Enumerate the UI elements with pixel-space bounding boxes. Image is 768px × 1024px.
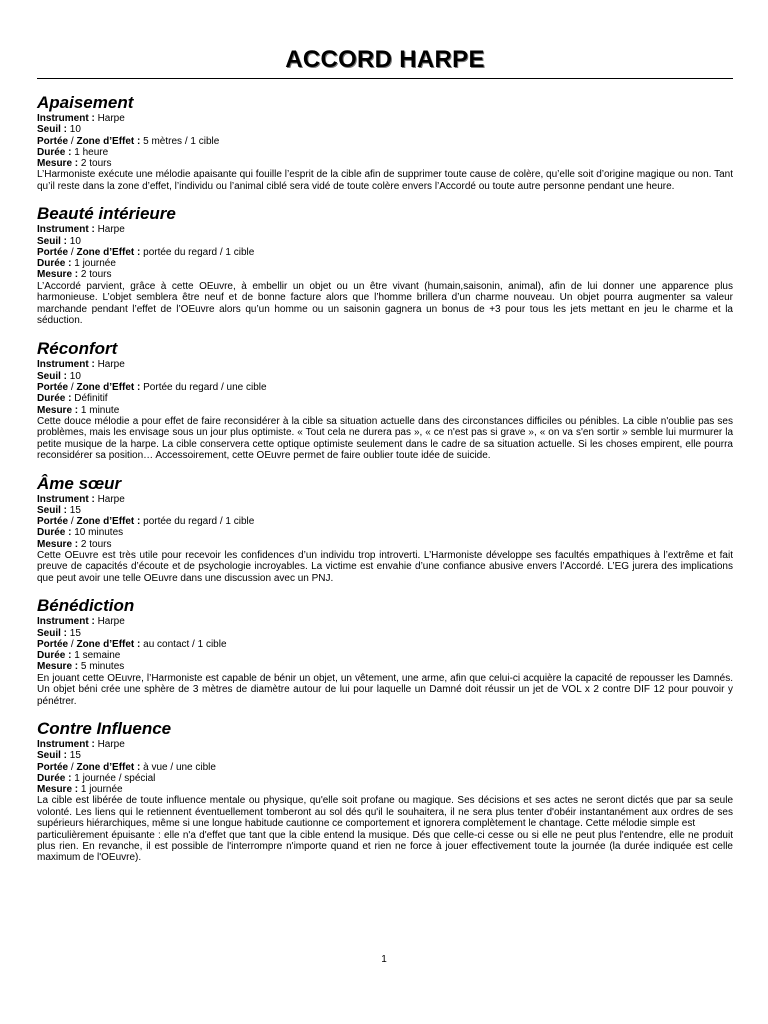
mesure-label: Mesure : [37,538,79,550]
seuil-label: Seuil : [37,627,68,639]
meta-line [37,750,733,761]
body-paragraph: L’Harmoniste exécute une mélodie apaisante qui fouille l’esprit de la cible afin de supprimer toute cause de colère, qu’elle soit d’origine magique ou non. Tant qu’il reste dans la zone d’effet, l’individu ou l’animal ciblé sera vidé de toute colère envers l’Accordé ou toute autre personne pendant une heure. [37,169,733,192]
meta-line [37,269,733,280]
meta-line [37,650,733,661]
body-paragraph: Cette douce mélodie a pour effet de faire reconsidérer à la cible sa situation actuelle dans des circonstances difficiles ou pénibles. La cible n'oublie pas ses problèmes, mais les envisage sous un jour plus optimiste. « Tout cela ne durera pas », « ce n'est pas si grave », « on va s'en sortir » semble lui murmurer la petite musique de la harpe. La cible conservera cette optique optimiste seulement dans le cadre de sa situation actuelle. Si les choses empirent, elle pourra reconsidérer sa position… Accessoirement, cette OEuvre permet de faire oublier toute idée de suicide. [37,415,733,462]
meta-line [37,616,733,627]
section-title: Réconfort [37,339,118,359]
meta-line [37,258,733,269]
meta-line [37,527,733,538]
zone-label: Zone d’Effet : [76,135,141,147]
portee-value: Portée du regard / une cible [143,382,267,393]
seuil-label: Seuil : [37,235,68,247]
mesure-value: 2 tours [80,158,112,170]
section-body [37,550,733,584]
portee-value: portée du regard / 1 cible [143,516,255,528]
duree-value: 1 journée / spécial [74,772,156,784]
section [37,719,733,864]
instrument-value: Harpe [97,738,125,750]
meta-line [37,539,733,550]
seuil-value: 15 [69,504,81,516]
mesure-label: Mesure : [37,404,79,416]
page-number: 1 [381,954,387,965]
section-meta [37,616,733,672]
instrument-label: Instrument : [37,616,95,628]
section-meta [37,113,733,169]
mesure-value: 2 tours [80,269,112,281]
portee-label: Portée [37,382,69,393]
instrument-value: Harpe [97,493,125,505]
instrument-label: Instrument : [37,224,95,236]
portee-sep: / [68,516,77,528]
section [37,93,733,192]
section-body [37,795,733,863]
portee-value: au contact / 1 cible [143,638,227,650]
mesure-value: 2 tours [80,538,112,550]
meta-line [37,371,733,382]
portee-label: Portée [37,135,69,147]
body-paragraph: particulièrement épuisante : elle n'a d'effet que tant que la cible entend la musique. Dés que celle-ci cesse ou si elle ne peut plus l'entendre, elle ne produit plus rien. En revanche, il est possible de l'interrompre n'importe quand et rien ne force à jouer effectivement toute la journée (la durée indiquée est celle maximum de l'OEuvre). [37,829,733,864]
meta-line [37,393,733,404]
instrument-label: Instrument : [37,738,95,750]
instrument-value: Harpe [97,616,125,628]
portee-value: à vue / une cible [143,761,216,773]
seuil-label: Seuil : [37,124,68,136]
seuil-value: 10 [69,370,81,382]
meta-line [37,739,733,750]
portee-label: Portée [37,516,69,528]
duree-label: Durée : [37,258,72,270]
portee-sep: / [68,135,77,147]
meta-line [37,516,733,527]
section-meta [37,359,733,415]
duree-label: Durée : [37,393,72,405]
meta-line [37,113,733,124]
mesure-label: Mesure : [37,158,79,170]
portee-label: Portée [37,638,69,650]
seuil-value: 15 [69,750,81,762]
duree-value: Définitif [74,393,108,405]
section-title: Beauté intérieure [37,204,176,224]
document-page [37,0,733,864]
instrument-value: Harpe [97,359,125,371]
meta-line [37,224,733,235]
meta-line [37,639,733,650]
portee-label: Portée [37,246,69,258]
meta-line [37,136,733,147]
portee-sep: / [68,761,77,773]
meta-line [37,494,733,505]
portee-sep: / [68,246,77,258]
body-paragraph: La cible est libérée de toute influence mentale ou physique, qu'elle soit profane ou magique. Ses décisions et ses actes ne seront dictés que par sa seule volonté. Les liens qui le retiennent éventuellement tomberont au sol dés qu'il le souhaitera, il ne sera plus tenter d'obéir instantanément aux ordres de ses supérieurs hiérarchiques, même si une longue habitude cautionne ce comportement et ignorera complètement le chantage. Cette mélodie simple est [37,795,733,830]
meta-line [37,405,733,416]
instrument-label: Instrument : [37,113,95,124]
seuil-label: Seuil : [37,750,68,762]
zone-label: Zone d’Effet : [76,246,141,258]
mesure-value: 1 minute [80,404,120,416]
mesure-value: 5 minutes [80,661,125,673]
document-title: ACCORD HARPE [285,46,485,73]
section [37,596,733,707]
portee-sep: / [68,638,77,650]
meta-line [37,124,733,135]
seuil-value: 10 [69,124,81,136]
duree-label: Durée : [37,772,72,784]
duree-value: 1 semaine [74,650,121,662]
section-meta [37,739,733,795]
seuil-value: 10 [69,235,81,247]
seuil-value: 15 [69,627,81,639]
meta-line [37,784,733,795]
portee-label: Portée [37,761,69,773]
section-meta [37,224,733,280]
meta-line [37,247,733,258]
mesure-label: Mesure : [37,269,79,281]
portee-value: 5 mètres / 1 cible [143,135,220,147]
section-body [37,416,733,462]
instrument-label: Instrument : [37,493,95,505]
zone-label: Zone d’Effet : [76,382,141,393]
instrument-label: Instrument : [37,359,95,371]
meta-line [37,147,733,158]
duree-value: 1 heure [74,146,109,158]
section-title: Bénédiction [37,596,135,616]
section-meta [37,494,733,550]
duree-value: 1 journée [74,258,116,270]
mesure-label: Mesure : [37,784,79,796]
portee-value: portée du regard / 1 cible [143,246,255,258]
section-body [37,281,733,327]
duree-label: Durée : [37,527,72,539]
seuil-label: Seuil : [37,370,68,382]
body-paragraph: L’Accordé parvient, grâce à cette OEuvre, à embellir un objet ou un être vivant (humain,saisonin, animal), afin de lui donner une apparence plus harmonieuse. L’objet semblera être neuf et de bonne facture alors que l’homme brillera d’un charme nouveau. Un objet pourra augmenter sa valeur marchande pendant l’effet de l’OEuvre alors qu’un homme ou un saisonin gagnera un bonus de +3 pour tous les jets mettant en jeu le charme et la séduction. [37,280,733,326]
instrument-value: Harpe [97,224,125,236]
meta-line [37,661,733,672]
meta-line [37,505,733,516]
meta-line [37,762,733,773]
sections-container [37,93,733,864]
mesure-label: Mesure : [37,661,79,673]
section-title: Contre Influence [37,718,172,738]
section-title: Apaisement [37,93,134,112]
instrument-value: Harpe [97,113,125,124]
zone-label: Zone d’Effet : [76,516,141,528]
title-divider [37,78,733,79]
body-paragraph: Cette OEuvre est très utile pour recevoir les confidences d’un individu trop introverti. L’Harmoniste développe ses facultés empathiques à l’extrême et fait preuve de capacités d’écoute et de psychologie incroyables. La victime est envahie d’une confiance abusive envers l’Accordé. L’EG jurera des implications que peut avoir une telle OEuvre dans une discussion avec un PNJ. [37,550,733,584]
duree-value: 10 minutes [74,527,124,539]
meta-line [37,158,733,169]
mesure-value: 1 journée [80,784,123,796]
meta-line [37,773,733,784]
portee-sep: / [68,382,77,393]
duree-label: Durée : [37,650,72,662]
meta-line [37,236,733,247]
section [37,339,733,461]
body-paragraph: En jouant cette OEuvre, l’Harmoniste est capable de bénir un objet, un vêtement, une arme, afin que celui-ci acquière la capacité de repousser les Damnés. Un objet béni crée une sphère de 3 mètres de diamètre autour de lui pour laquelle un Damné doit réussir un jet de VOL x 2 contre DIF 12 pour pouvoir y pénétrer. [37,672,733,707]
section-title: Âme sœur [37,473,122,493]
seuil-label: Seuil : [37,504,68,516]
section-body [37,169,733,192]
meta-line [37,628,733,639]
zone-label: Zone d’Effet : [76,638,141,650]
duree-label: Durée : [37,146,72,158]
section [37,204,733,326]
section [37,474,733,585]
meta-line [37,359,733,370]
meta-line [37,382,733,393]
section-body [37,673,733,707]
zone-label: Zone d’Effet : [76,761,141,773]
